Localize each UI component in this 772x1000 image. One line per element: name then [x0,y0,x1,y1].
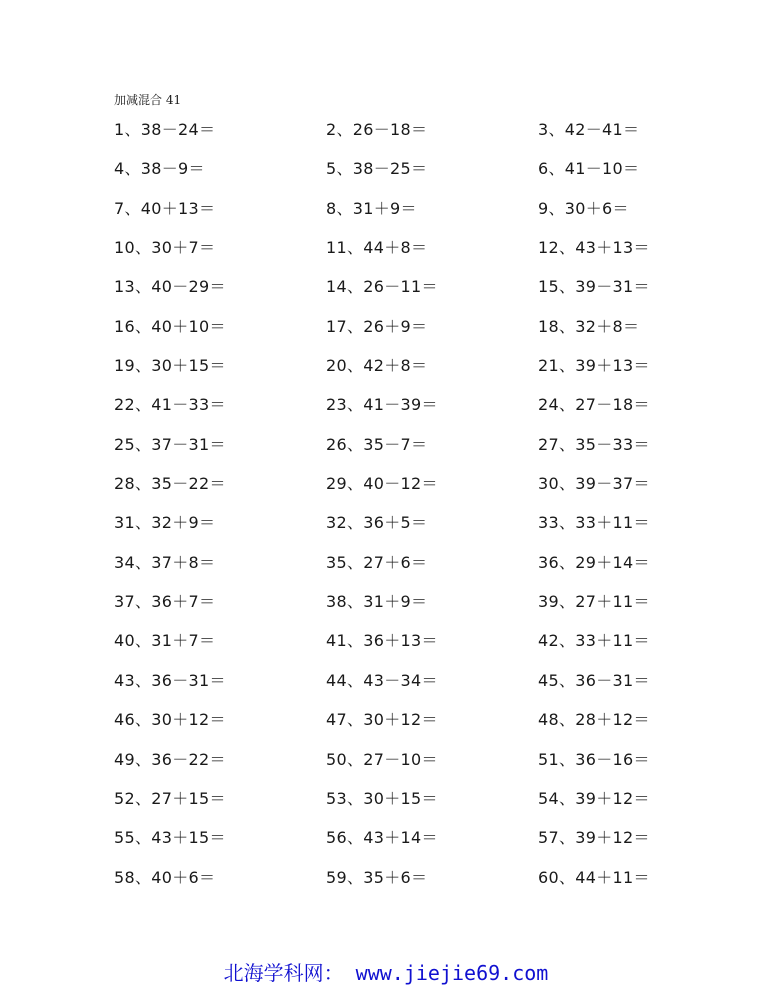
worksheet-title: 加减混合 41 [114,93,182,107]
problem-item: 49、36－22＝ [114,749,226,769]
problem-item: 18、32＋8＝ [538,316,640,336]
problem-item: 45、36－31＝ [538,670,650,690]
problem-item: 41、36＋13＝ [326,631,438,651]
problem-item: 25、37－31＝ [114,434,226,454]
problem-item: 35、27＋6＝ [326,552,428,572]
problem-item: 7、40＋13＝ [114,198,216,218]
problem-item: 14、26－11＝ [326,277,438,297]
problem-item: 20、42＋8＝ [326,356,428,376]
problem-item: 11、44＋8＝ [326,238,428,258]
problem-item: 6、41－10＝ [538,159,640,179]
problem-item: 34、37＋8＝ [114,552,216,572]
problem-item: 23、41－39＝ [326,395,438,415]
problem-item: 19、30＋15＝ [114,356,226,376]
problem-grid [114,119,750,906]
problem-item: 31、32＋9＝ [114,513,216,533]
problem-item: 52、27＋15＝ [114,788,226,808]
problem-item: 1、38－24＝ [114,120,216,139]
problem-item: 12、43＋13＝ [538,238,650,258]
footer-watermark: 北海学科网： www.jiejie69.com [223,961,549,985]
problem-item: 47、30＋12＝ [326,710,438,730]
problem-item: 36、29＋14＝ [538,552,650,572]
problem-item: 38、31＋9＝ [326,592,428,612]
problem-item: 57、39＋12＝ [538,828,650,848]
problem-item: 10、30＋7＝ [114,238,216,258]
problem-item: 5、38－25＝ [326,159,428,179]
problem-item: 37、36＋7＝ [114,592,216,612]
problem-item: 27、35－33＝ [538,434,650,454]
problem-item: 22、41－33＝ [114,395,226,415]
problem-item: 8、31＋9＝ [326,198,417,218]
problem-item: 39、27＋11＝ [538,592,650,612]
problem-item: 16、40＋10＝ [114,316,226,336]
problem-item: 3、42－41＝ [538,120,640,139]
problem-item: 51、36－16＝ [538,749,650,769]
problem-item: 33、33＋11＝ [538,513,650,533]
problem-item: 43、36－31＝ [114,670,226,690]
problem-item: 50、27－10＝ [326,749,438,769]
problem-item: 48、28＋12＝ [538,710,650,730]
problem-item: 42、33＋11＝ [538,631,650,651]
problem-item: 4、38－9＝ [114,159,205,179]
problem-item: 21、39＋13＝ [538,356,650,376]
problem-item: 29、40－12＝ [326,474,438,494]
problem-item: 54、39＋12＝ [538,788,650,808]
problem-item: 32、36＋5＝ [326,513,428,533]
problem-item: 58、40＋6＝ [114,867,216,887]
problem-item: 40、31＋7＝ [114,631,216,651]
problem-item: 13、40－29＝ [114,277,226,297]
problem-item: 9、30＋6＝ [538,198,629,218]
problem-item: 46、30＋12＝ [114,710,226,730]
problem-item: 15、39－31＝ [538,277,650,297]
problem-item: 60、44＋11＝ [538,867,650,887]
problem-item: 56、43＋14＝ [326,828,438,848]
problem-item: 17、26＋9＝ [326,316,428,336]
problem-item: 53、30＋15＝ [326,788,438,808]
problem-item: 24、27－18＝ [538,395,650,415]
problem-item: 55、43＋15＝ [114,828,226,848]
problem-item: 44、43－34＝ [326,670,438,690]
problem-item: 30、39－37＝ [538,474,650,494]
problem-item: 2、26－18＝ [326,120,428,139]
problem-item: 26、35－7＝ [326,434,428,454]
problem-item: 28、35－22＝ [114,474,226,494]
problem-item: 59、35＋6＝ [326,867,428,887]
